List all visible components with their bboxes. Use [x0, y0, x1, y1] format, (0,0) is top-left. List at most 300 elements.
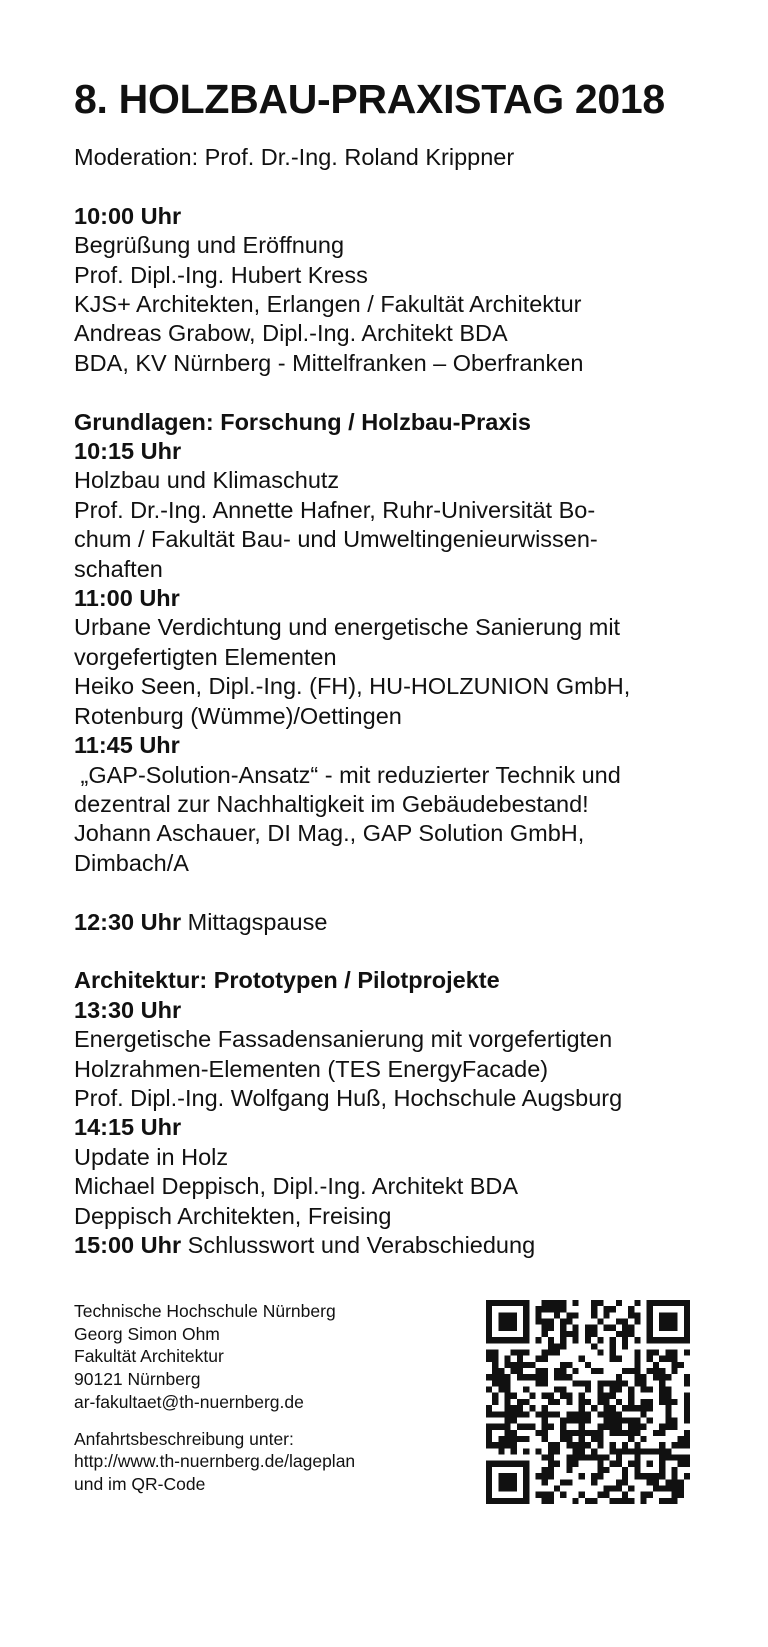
qr-module — [517, 1356, 523, 1362]
qr-module — [622, 1337, 628, 1343]
qr-module — [647, 1312, 653, 1318]
qr-module — [523, 1300, 529, 1306]
qr-module — [634, 1337, 640, 1343]
qr-module — [585, 1380, 591, 1386]
qr-module — [573, 1461, 579, 1467]
qr-module — [634, 1300, 640, 1306]
qr-module — [647, 1349, 653, 1355]
qr-module — [653, 1362, 659, 1368]
qr-module — [671, 1362, 677, 1368]
qr-module — [566, 1479, 572, 1485]
qr-module — [560, 1436, 566, 1442]
qr-module — [579, 1492, 585, 1498]
qr-module — [585, 1387, 591, 1393]
qr-module — [517, 1411, 523, 1417]
qr-module — [579, 1411, 585, 1417]
qr-module — [560, 1424, 566, 1430]
qr-module — [678, 1442, 684, 1448]
qr-module — [498, 1337, 504, 1343]
qr-module — [554, 1461, 560, 1467]
qr-module — [616, 1479, 622, 1485]
qr-module — [579, 1430, 585, 1436]
qr-module — [628, 1461, 634, 1467]
time-1415: 14:15 Uhr — [74, 1114, 182, 1141]
qr-module — [634, 1312, 640, 1318]
qr-module — [653, 1349, 659, 1355]
qr-module — [597, 1349, 603, 1355]
qr-module — [641, 1473, 647, 1479]
qr-module — [671, 1442, 677, 1448]
qr-module — [535, 1411, 541, 1417]
qr-module — [511, 1485, 517, 1491]
qr-module — [486, 1349, 492, 1355]
qr-module — [492, 1442, 498, 1448]
qr-module — [641, 1405, 647, 1411]
qr-module — [671, 1479, 677, 1485]
qr-module — [628, 1436, 634, 1442]
qr-module — [634, 1467, 640, 1473]
qr-module — [628, 1405, 634, 1411]
qr-module — [610, 1306, 616, 1312]
qr-module — [603, 1399, 609, 1405]
directions-line: Anfahrtsbeschreibung unter: — [74, 1428, 294, 1449]
qr-module — [517, 1337, 523, 1343]
qr-module — [622, 1325, 628, 1331]
qr-module — [684, 1349, 690, 1355]
qr-module — [671, 1399, 677, 1405]
qr-module — [579, 1455, 585, 1461]
qr-module — [511, 1349, 517, 1355]
qr-module — [616, 1430, 622, 1436]
qr-module — [647, 1319, 653, 1325]
qr-module — [566, 1417, 572, 1423]
qr-module — [622, 1368, 628, 1374]
qr-module — [585, 1399, 591, 1405]
qr-module — [610, 1430, 616, 1436]
qr-module — [505, 1356, 511, 1362]
qr-module — [634, 1473, 640, 1479]
qr-module — [647, 1492, 653, 1498]
qr-module — [523, 1498, 529, 1504]
qr-module — [492, 1356, 498, 1362]
qr-module — [560, 1492, 566, 1498]
qr-module — [505, 1498, 511, 1504]
qr-module — [492, 1380, 498, 1386]
qr-module — [684, 1380, 690, 1386]
qr-module — [610, 1349, 616, 1355]
qr-module — [505, 1387, 511, 1393]
qr-module — [579, 1380, 585, 1386]
qr-module — [591, 1325, 597, 1331]
qr-module — [659, 1319, 665, 1325]
qr-module — [603, 1455, 609, 1461]
qr-module — [523, 1436, 529, 1442]
qr-module — [505, 1362, 511, 1368]
qr-module — [542, 1424, 548, 1430]
qr-module — [665, 1312, 671, 1318]
qr-module — [665, 1424, 671, 1430]
qr-module — [659, 1337, 665, 1343]
qr-module — [603, 1417, 609, 1423]
qr-module — [517, 1436, 523, 1442]
address-line: Technische Hochschule Nürnberg — [74, 1301, 336, 1321]
qr-module — [554, 1349, 560, 1355]
qr-module — [622, 1448, 628, 1454]
qr-module — [517, 1399, 523, 1405]
moderation: Moderation: Prof. Dr.-Ing. Roland Krippner — [74, 144, 515, 170]
qr-module — [585, 1430, 591, 1436]
qr-module — [486, 1424, 492, 1430]
qr-module — [591, 1405, 597, 1411]
qr-module — [566, 1461, 572, 1467]
qr-module — [486, 1473, 492, 1479]
qr-module — [597, 1492, 603, 1498]
qr-module — [523, 1337, 529, 1343]
qr-module — [566, 1411, 572, 1417]
qr-module — [585, 1411, 591, 1417]
qr-module — [684, 1455, 690, 1461]
qr-module — [548, 1319, 554, 1325]
qr-module — [659, 1455, 665, 1461]
qr-module — [498, 1442, 504, 1448]
qr-module — [665, 1337, 671, 1343]
qr-module — [511, 1300, 517, 1306]
qr-module — [542, 1393, 548, 1399]
qr-module — [505, 1442, 511, 1448]
qr-module — [659, 1380, 665, 1386]
qr-module — [560, 1337, 566, 1343]
directions-url-link[interactable]: http://www.th-nuernberg.de/lageplan — [74, 1451, 356, 1472]
qr-module — [585, 1362, 591, 1368]
qr-module — [671, 1368, 677, 1374]
qr-module — [486, 1306, 492, 1312]
qr-module — [486, 1411, 492, 1417]
qr-module — [628, 1325, 634, 1331]
qr-module — [554, 1374, 560, 1380]
directions-line: und im QR-Code — [74, 1473, 206, 1494]
qr-module — [610, 1356, 616, 1362]
qr-module — [616, 1461, 622, 1467]
qr-module — [684, 1405, 690, 1411]
qr-module — [616, 1380, 622, 1386]
qr-module — [511, 1362, 517, 1368]
program-line: Andreas Grabow, Dipl.-Ing. Architekt BDA — [74, 320, 508, 347]
qr-module — [498, 1319, 504, 1325]
qr-module — [684, 1461, 690, 1467]
qr-module — [548, 1337, 554, 1343]
qr-module — [628, 1387, 634, 1393]
qr-module — [653, 1337, 659, 1343]
qr-module — [628, 1306, 634, 1312]
qr-module — [573, 1368, 579, 1374]
qr-module — [566, 1455, 572, 1461]
qr-module — [634, 1380, 640, 1386]
qr-module — [566, 1442, 572, 1448]
qr-module — [548, 1300, 554, 1306]
qr-module — [486, 1325, 492, 1331]
qr-module — [486, 1479, 492, 1485]
qr-module — [678, 1362, 684, 1368]
qr-module — [486, 1498, 492, 1504]
qr-module — [492, 1399, 498, 1405]
qr-module — [523, 1485, 529, 1491]
qr-module — [511, 1430, 517, 1436]
qr-module — [498, 1312, 504, 1318]
qr-module — [505, 1417, 511, 1423]
qr-module — [622, 1473, 628, 1479]
qr-module — [560, 1393, 566, 1399]
qr-module — [566, 1467, 572, 1473]
qr-module — [678, 1337, 684, 1343]
qr-module — [542, 1380, 548, 1386]
qr-module — [659, 1368, 665, 1374]
qr-module — [678, 1485, 684, 1491]
qr-module — [616, 1424, 622, 1430]
qr-module — [505, 1424, 511, 1430]
qr-module — [505, 1411, 511, 1417]
qr-module — [610, 1417, 616, 1423]
qr-module — [542, 1479, 548, 1485]
qr-module — [579, 1405, 585, 1411]
qr-module — [573, 1430, 579, 1436]
qr-module — [523, 1362, 529, 1368]
qr-module — [597, 1319, 603, 1325]
qr-module — [659, 1356, 665, 1362]
qr-module — [647, 1461, 653, 1467]
qr-module — [542, 1455, 548, 1461]
qr-module — [554, 1399, 560, 1405]
qr-module — [591, 1473, 597, 1479]
qr-module — [517, 1405, 523, 1411]
qr-module — [684, 1430, 690, 1436]
qr-module — [591, 1455, 597, 1461]
qr-module — [554, 1312, 560, 1318]
qr-module — [684, 1312, 690, 1318]
qr-module — [684, 1436, 690, 1442]
qr-module — [560, 1374, 566, 1380]
qr-module — [659, 1498, 665, 1504]
program-line: Prof. Dr.-Ing. Annette Hafner, Ruhr-Universität Bo- — [74, 496, 596, 523]
qr-module — [585, 1325, 591, 1331]
qr-module — [523, 1479, 529, 1485]
qr-module — [579, 1393, 585, 1399]
qr-module — [523, 1325, 529, 1331]
qr-module — [659, 1424, 665, 1430]
qr-module — [616, 1387, 622, 1393]
lunch-break — [74, 908, 694, 937]
qr-module — [542, 1356, 548, 1362]
qr-module — [498, 1485, 504, 1491]
qr-module — [535, 1319, 541, 1325]
qr-module — [622, 1430, 628, 1436]
qr-module — [523, 1473, 529, 1479]
email-link[interactable]: ar-fakultaet@th-nuernberg.de — [74, 1391, 304, 1412]
qr-module — [659, 1393, 665, 1399]
qr-module — [591, 1479, 597, 1485]
qr-module — [665, 1405, 671, 1411]
qr-module — [566, 1430, 572, 1436]
qr-module — [585, 1337, 591, 1343]
qr-module — [641, 1399, 647, 1405]
qr-module — [628, 1448, 634, 1454]
qr-module — [591, 1343, 597, 1349]
qr-module — [566, 1319, 572, 1325]
program-line: vorgefertigten Elementen — [74, 643, 337, 670]
qr-module — [641, 1411, 647, 1417]
program-line: schaften — [74, 555, 163, 582]
qr-module — [505, 1479, 511, 1485]
qr-module — [616, 1319, 622, 1325]
qr-module — [498, 1436, 504, 1442]
qr-module — [498, 1461, 504, 1467]
qr-module — [671, 1485, 677, 1491]
qr-module — [678, 1436, 684, 1442]
qr-module — [597, 1387, 603, 1393]
qr-module — [603, 1492, 609, 1498]
qr-module — [486, 1405, 492, 1411]
qr-module — [628, 1393, 634, 1399]
lunch-label: Mittagspause — [181, 908, 328, 935]
qr-module — [616, 1417, 622, 1423]
qr-module — [610, 1461, 616, 1467]
qr-module — [634, 1442, 640, 1448]
qr-module — [566, 1399, 572, 1405]
qr-module — [573, 1331, 579, 1337]
qr-module — [641, 1498, 647, 1504]
qr-module — [511, 1393, 517, 1399]
qr-module — [505, 1399, 511, 1405]
qr-module — [653, 1448, 659, 1454]
qr-module — [622, 1343, 628, 1349]
qr-code-icon[interactable] — [486, 1300, 690, 1504]
qr-module — [560, 1362, 566, 1368]
qr-module — [671, 1473, 677, 1479]
qr-module — [665, 1356, 671, 1362]
qr-module — [603, 1405, 609, 1411]
qr-module — [671, 1300, 677, 1306]
qr-module — [573, 1442, 579, 1448]
qr-module — [597, 1411, 603, 1417]
qr-module — [542, 1417, 548, 1423]
qr-module — [566, 1312, 572, 1318]
qr-module — [671, 1417, 677, 1423]
qr-module — [498, 1325, 504, 1331]
qr-module — [641, 1387, 647, 1393]
qr-module — [678, 1492, 684, 1498]
qr-module — [597, 1461, 603, 1467]
qr-module — [548, 1424, 554, 1430]
qr-module — [560, 1387, 566, 1393]
qr-module — [542, 1436, 548, 1442]
qr-module — [560, 1306, 566, 1312]
qr-module — [511, 1442, 517, 1448]
qr-module — [684, 1411, 690, 1417]
qr-module — [535, 1312, 541, 1318]
qr-module — [542, 1306, 548, 1312]
qr-module — [610, 1411, 616, 1417]
qr-module — [622, 1417, 628, 1423]
qr-module — [622, 1405, 628, 1411]
closing — [74, 1231, 694, 1260]
qr-module — [585, 1442, 591, 1448]
qr-module — [678, 1455, 684, 1461]
section-heading-grundlagen: Grundlagen: Forschung / Holzbau-Praxis — [74, 408, 531, 435]
qr-module — [634, 1368, 640, 1374]
qr-module — [505, 1300, 511, 1306]
qr-module — [542, 1319, 548, 1325]
qr-module — [523, 1467, 529, 1473]
qr-module — [684, 1306, 690, 1312]
program-line: dezentral zur Nachhaltigkeit im Gebäudebestand! — [74, 790, 589, 817]
qr-module — [603, 1411, 609, 1417]
qr-module — [659, 1387, 665, 1393]
qr-module — [548, 1411, 554, 1417]
time-1015: 10:15 Uhr — [74, 438, 182, 465]
qr-module — [535, 1368, 541, 1374]
qr-module — [548, 1473, 554, 1479]
qr-module — [554, 1306, 560, 1312]
qr-module — [511, 1417, 517, 1423]
program-line: Rotenburg (Wümme)/Oettingen — [74, 702, 402, 729]
qr-module — [616, 1411, 622, 1417]
qr-module — [505, 1337, 511, 1343]
qr-module — [560, 1430, 566, 1436]
qr-module — [634, 1417, 640, 1423]
qr-module — [647, 1356, 653, 1362]
qr-module — [505, 1430, 511, 1436]
qr-module — [548, 1467, 554, 1473]
qr-module — [548, 1448, 554, 1454]
qr-module — [560, 1300, 566, 1306]
qr-module — [647, 1325, 653, 1331]
qr-module — [511, 1337, 517, 1343]
qr-module — [492, 1368, 498, 1374]
qr-module — [542, 1331, 548, 1337]
qr-module — [579, 1448, 585, 1454]
qr-module — [529, 1393, 535, 1399]
qr-module — [597, 1430, 603, 1436]
qr-module — [560, 1368, 566, 1374]
qr-module — [486, 1492, 492, 1498]
qr-module — [684, 1319, 690, 1325]
qr-module — [554, 1300, 560, 1306]
qr-module — [573, 1337, 579, 1343]
qr-module — [505, 1319, 511, 1325]
qr-module — [498, 1479, 504, 1485]
qr-module — [542, 1498, 548, 1504]
qr-module — [486, 1461, 492, 1467]
qr-module — [573, 1455, 579, 1461]
qr-module — [628, 1399, 634, 1405]
qr-module — [548, 1442, 554, 1448]
qr-module — [511, 1405, 517, 1411]
qr-module — [671, 1492, 677, 1498]
qr-module — [597, 1393, 603, 1399]
qr-module — [659, 1399, 665, 1405]
qr-module — [573, 1300, 579, 1306]
section-heading-architektur: Architektur: Prototypen / Pilotprojekte — [74, 967, 500, 994]
qr-module — [647, 1331, 653, 1337]
qr-module — [542, 1492, 548, 1498]
qr-module — [542, 1368, 548, 1374]
address-line: Georg Simon Ohm — [74, 1323, 220, 1344]
qr-module — [492, 1374, 498, 1380]
qr-module — [622, 1442, 628, 1448]
qr-module — [523, 1306, 529, 1312]
qr-module — [554, 1485, 560, 1491]
qr-module — [684, 1442, 690, 1448]
qr-module — [647, 1473, 653, 1479]
